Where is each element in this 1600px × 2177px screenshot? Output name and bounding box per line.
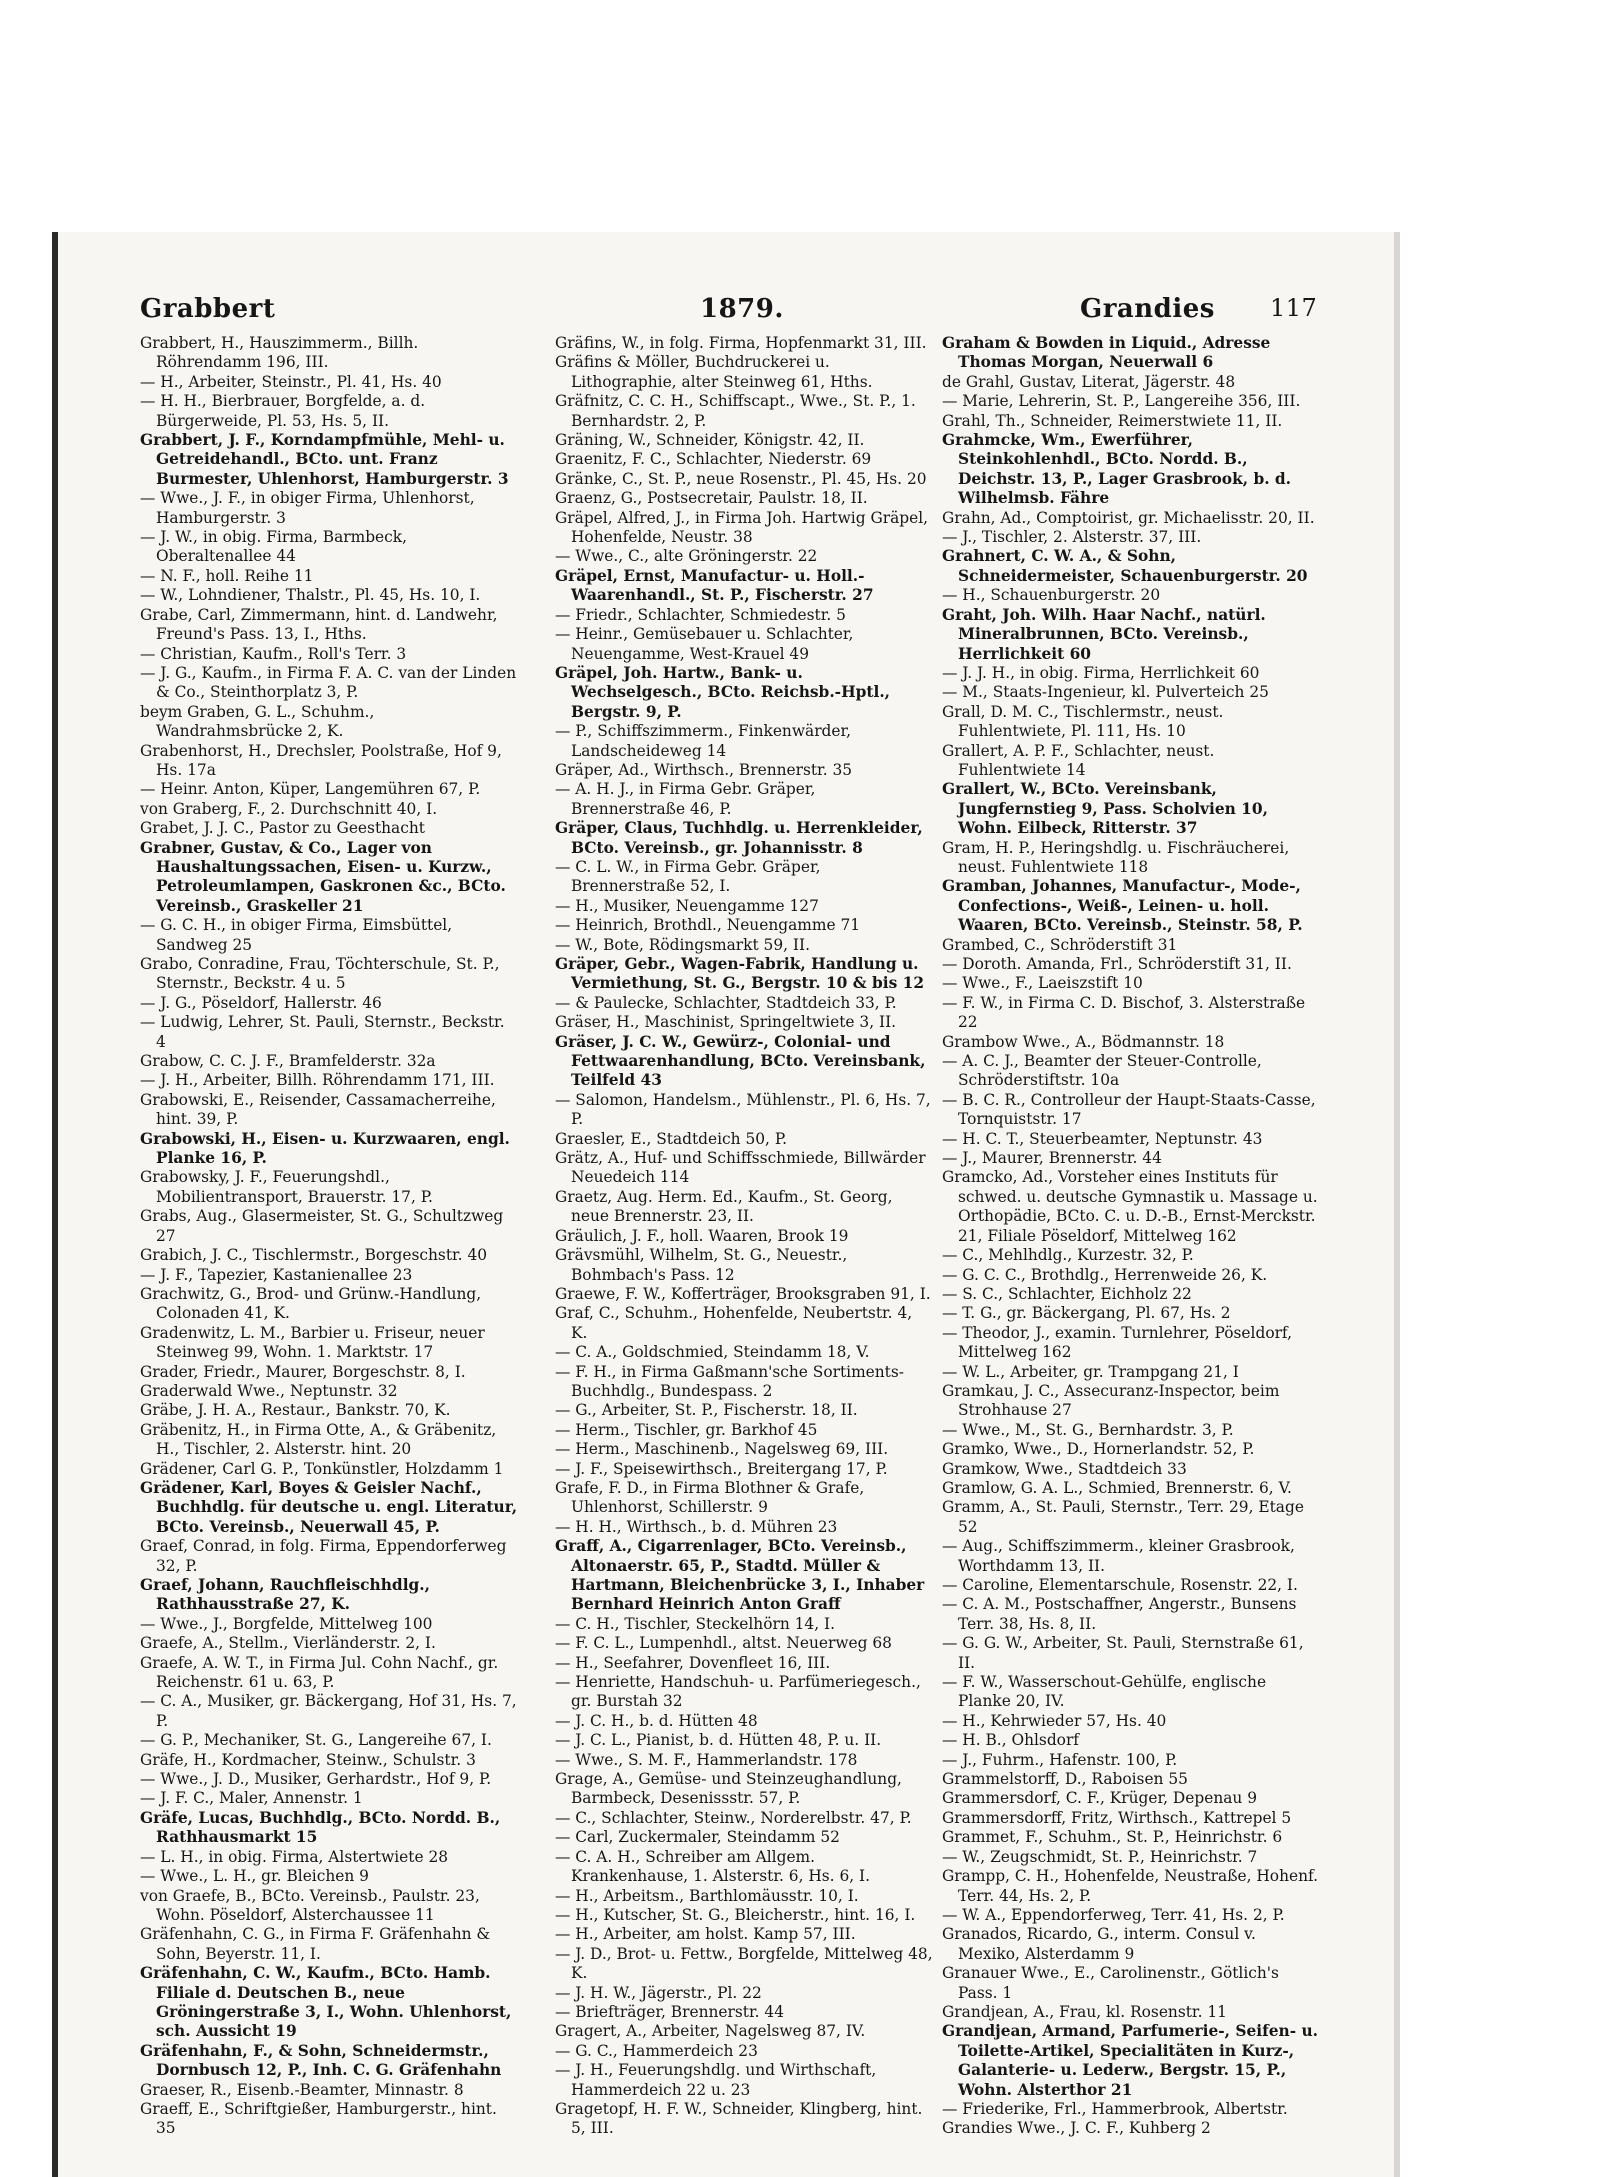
directory-entry: Grandjean, A., Frau, kl. Rosenstr. 11 <box>942 2002 1227 2021</box>
directory-entry: — J. F. C., Maler, Annenstr. 1 <box>140 1789 363 1808</box>
directory-entry: Grammet, F., Schuhm., St. P., Heinrichstr. 6 <box>942 1828 1283 1847</box>
directory-entry: Granauer Wwe., E., Carolinenstr., Götlich's Pass. 1 <box>942 1964 1279 2002</box>
directory-entry: — J. F., Tapezier, Kastanienallee 23 <box>140 1265 413 1284</box>
directory-entry: Graham & Bowden in Liquid., Adresse Thomas Morgan, Neuerwall 6 <box>942 334 1271 372</box>
directory-entry: Grader, Friedr., Maurer, Borgeschstr. 8, I. <box>140 1362 466 1381</box>
directory-entry: Grabich, J. C., Tischlermstr., Borgeschstr. 40 <box>140 1246 488 1265</box>
directory-entry: Graetz, Aug. Herm. Ed., Kaufm., St. Georg, neue Brennerstr. 23, II. <box>555 1187 893 1226</box>
directory-entry: — J., Fuhrm., Hafenstr. 100, P. <box>942 1750 1178 1769</box>
directory-entry: — C. A. H., Schreiber am Allgem. Krankenhause, 1. Alsterstr. 6, Hs. 6, I. <box>555 1847 871 1886</box>
directory-entry: Gränke, C., St. P., neue Rosenstr., Pl. 45, Hs. 20 <box>555 469 927 488</box>
directory-entry: Graff, A., Cigarrenlager, BCto. Vereinsb., Altonaerstr. 65, P., Stadtd. Müller & Hartmann, Bleichenbrücke 3, I., Inhaber Bernhard Heinrich Anton Graff <box>555 1537 925 1614</box>
directory-entry: Grabner, Gustav, & Co., Lager von Haushaltungssachen, Eisen- u. Kurzw., Petroleumlampen, Gaskronen &c., BCto. Vereinsb., Graskeller 21 <box>140 838 506 915</box>
directory-entry: Gragert, A., Arbeiter, Nagelsweg 87, IV. <box>555 2022 866 2041</box>
directory-entry: — Wwe., J. F., in obiger Firma, Uhlenhorst, Hamburgerstr. 3 <box>140 489 475 527</box>
directory-entry: Grabowsky, J. F., Feuerungshdl., Mobilientransport, Brauerstr. 17, P. <box>140 1168 433 1206</box>
directory-entry: Gram, H. P., Heringshdlg. u. Fischräucherei, neust. Fuhlentwiete 118 <box>942 838 1290 876</box>
directory-entry: — C., Mehlhdlg., Kurzestr. 32, P. <box>942 1246 1194 1265</box>
directory-entry: — Caroline, Elementarschule, Rosenstr. 22, I. <box>942 1576 1298 1594</box>
directory-entry: — W., Bote, Rödingsmarkt 59, II. <box>555 935 810 954</box>
directory-entry: Gramkau, J. C., Assecuranz-Inspector, beim Strohhause 27 <box>942 1381 1280 1420</box>
directory-entry: — Wwe., F., Laeiszstift 10 <box>942 974 1143 993</box>
directory-entry: — H. H., Bierbrauer, Borgfelde, a. d. Bürgerweide, Pl. 53, Hs. 5, II. <box>140 392 426 430</box>
directory-entry: — H. C. T., Steuerbeamter, Neptunstr. 43 <box>942 1129 1263 1148</box>
directory-entry: — H., Kehrwieder 57, Hs. 40 <box>942 1711 1167 1730</box>
running-header <box>140 294 1325 334</box>
directory-entry: — W., Zeugschmidt, St. P., Heinrichstr. 7 <box>942 1847 1258 1866</box>
directory-entry: — C. A., Goldschmied, Steindamm 18, V. <box>555 1343 870 1362</box>
directory-entry: Graesler, E., Stadtdeich 50, P. <box>555 1129 787 1148</box>
directory-entry: Gramm, A., St. Pauli, Sternstr., Terr. 29, Etage 52 <box>942 1498 1304 1536</box>
directory-entry: — C. A. M., Postschaffner, Angerstr., Bunsens Terr. 38, Hs. 8, II. <box>942 1595 1297 1633</box>
directory-entry: Gräfins, W., in folg. Firma, Hopfenmarkt 31, III. <box>555 334 927 352</box>
column-2 <box>555 334 933 2142</box>
directory-entry: — C. L. W., in Firma Gebr. Gräper, Brennerstraße 52, I. <box>555 857 821 896</box>
directory-entry: — J. H. W., Jägerstr., Pl. 22 <box>555 1983 762 2002</box>
directory-entry: Graeff, E., Schriftgießer, Hamburgerstr., hint. 35 <box>140 2099 497 2138</box>
directory-entry: — Wwe., S. M. F., Hammerlandstr. 178 <box>555 1750 858 1769</box>
directory-entry: Grahn, Ad., Comptoirist, gr. Michaelisstr. 20, II. <box>942 508 1315 527</box>
directory-entry: Gramlow, G. A. L., Schmied, Brennerstr. 6, V. <box>942 1478 1292 1497</box>
header-year: 1879. <box>700 294 784 324</box>
directory-entry: Gräfenhahn, C. W., Kaufm., BCto. Hamb. Filiale d. Deutschen B., neue Gröningerstraße 3, I., Wohn. Uhlenhorst, sch. Aussicht 19 <box>140 1964 512 2041</box>
directory-entry: beym Graben, G. L., Schuhm., Wandrahmsbrücke 2, K. <box>140 702 375 741</box>
directory-entry: Grandies Wwe., J. C. F., Kuhberg 2 <box>942 2119 1211 2138</box>
directory-entry: — G., Arbeiter, St. P., Fischerstr. 18, II. <box>555 1401 858 1420</box>
directory-entry: — Henriette, Handschuh- u. Parfümeriegesch., gr. Burstah 32 <box>555 1673 921 1711</box>
directory-entry: Grabo, Conradine, Frau, Töchterschule, St. P., Sternstr., Beckstr. 4 u. 5 <box>140 955 500 993</box>
directory-entry: — Wwe., C., alte Gröningerstr. 22 <box>555 547 818 566</box>
directory-entry: — S. C., Schlachter, Eichholz 22 <box>942 1284 1192 1303</box>
directory-entry: Graewe, F. W., Kofferträger, Brooksgraben 91, I. <box>555 1284 931 1303</box>
directory-entry: — J. G., Kaufm., in Firma F. A. C. van der Linden & Co., Steinthorplatz 3, P. <box>140 663 517 702</box>
directory-entry: — J. G., Pöseldorf, Hallerstr. 46 <box>140 993 382 1012</box>
directory-entry: Gräpel, Ernst, Manufactur- u. Holl.-Waarenhandl., St. P., Fischerstr. 27 <box>555 566 874 605</box>
directory-entry: Graef, Johann, Rauchfleischhdlg., Rathhausstraße 27, K. <box>140 1576 431 1614</box>
directory-entry: — Heinr., Gemüsebauer u. Schlachter, Neuengamme, West-Krauel 49 <box>555 625 854 663</box>
column-3 <box>942 334 1320 2142</box>
directory-entry: Grampp, C. H., Hohenfelde, Neustraße, Hohenf. Terr. 44, Hs. 2, P. <box>942 1867 1319 1905</box>
directory-entry: — Herm., Tischler, gr. Barkhof 45 <box>555 1420 818 1439</box>
directory-entry: — C. H., Tischler, Steckelhörn 14, I. <box>555 1614 835 1633</box>
directory-entry: Grädener, Carl G. P., Tonkünstler, Holzdamm 1 <box>140 1459 504 1478</box>
page-number: 117 <box>1270 294 1318 322</box>
directory-entry: von Graberg, F., 2. Durchschnitt 40, I. <box>140 799 438 818</box>
directory-entry: Grammelstorff, D., Raboisen 55 <box>942 1770 1188 1789</box>
directory-entry: Gräpel, Alfred, J., in Firma Joh. Hartwig Gräpel, Hohenfelde, Neustr. 38 <box>555 508 929 547</box>
directory-entry: — Wwe., J., Borgfelde, Mittelweg 100 <box>140 1614 433 1633</box>
directory-entry: Grafe, F. D., in Firma Blothner & Grafe, Uhlenhorst, Schillerstr. 9 <box>555 1478 865 1517</box>
directory-entry: Grabet, J. J. C., Pastor zu Geesthacht <box>140 819 425 838</box>
directory-entry: — J., Tischler, 2. Alsterstr. 37, III. <box>942 528 1202 547</box>
directory-entry: de Grahl, Gustav, Literat, Jägerstr. 48 <box>942 372 1236 391</box>
directory-entry: — J. F., Speisewirthsch., Breitergang 17, P. <box>555 1459 888 1478</box>
directory-entry: Grahnert, C. W. A., & Sohn, Schneidermeister, Schauenburgerstr. 20 <box>942 547 1308 585</box>
directory-entry: — J. H., Feuerungshdlg. und Wirthschaft, Hammerdeich 22 u. 23 <box>555 2061 877 2099</box>
directory-entry: — L. H., in obig. Firma, Alstertwiete 28 <box>140 1847 449 1866</box>
directory-entry: — Heinr. Anton, Küper, Langemühren 67, P. <box>140 780 481 799</box>
directory-entry: — W., Lohndiener, Thalstr., Pl. 45, Hs. 10, I. <box>140 586 481 605</box>
directory-entry: Gräfins & Möller, Buchdruckerei u. Lithographie, alter Steinweg 61, Hths. <box>555 353 873 391</box>
directory-entry: Graderwald Wwe., Neptunstr. 32 <box>140 1381 398 1400</box>
directory-entry: — J. C. H., b. d. Hütten 48 <box>555 1711 758 1730</box>
directory-entry: — Ludwig, Lehrer, St. Pauli, Sternstr., Beckstr. 4 <box>140 1013 505 1051</box>
directory-entry: Grabs, Aug., Glasermeister, St. G., Schultzweg 27 <box>140 1207 504 1245</box>
directory-entry: — Wwe., J. D., Musiker, Gerhardstr., Hof 9, P. <box>140 1770 492 1789</box>
directory-entry: — J. D., Brot- u. Fettw., Borgfelde, Mittelweg 48, K. <box>555 1944 933 1983</box>
directory-entry: — G. C. C., Brothdlg., Herrenweide 26, K. <box>942 1265 1268 1284</box>
directory-entry: Grädener, Karl, Boyes & Geisler Nachf., Buchhdlg. für deutsche u. engl. Literatur, BCto. Vereinsb., Neuerwall 45, P. <box>140 1478 518 1536</box>
directory-entry: — F. C. L., Lumpenhdl., altst. Neuerweg 68 <box>555 1634 892 1653</box>
directory-entry: — W. L., Arbeiter, gr. Trampgang 21, I <box>942 1362 1239 1381</box>
directory-entry: Gräfenhahn, C. G., in Firma F. Gräfenhahn & Sohn, Beyerstr. 11, I. <box>140 1925 491 1963</box>
directory-entry: Gräfenhahn, F., & Sohn, Schneidermstr., Dornbusch 12, P., Inh. C. G. Gräfenhahn <box>140 2041 502 2080</box>
directory-entry: Gräfe, Lucas, Buchhdlg., BCto. Nordd. B., Rathhausmarkt 15 <box>140 1808 501 1847</box>
directory-entry: Granados, Ricardo, G., interm. Consul v. Mexiko, Alsterdamm 9 <box>942 1925 1256 1963</box>
directory-entry: — H., Schauenburgerstr. 20 <box>942 586 1161 605</box>
directory-entry: — H. H., Wirthsch., b. d. Mühren 23 <box>555 1517 838 1536</box>
directory-entry: Gramcko, Ad., Vorsteher eines Instituts für schwed. u. deutsche Gymnastik u. Massage u. Orthopädie, BCto. C. u. D.-B., Ernst-Merckstr. 21, Filiale Pöseldorf, Mittelweg 162 <box>942 1168 1318 1245</box>
header-first-entry: Grabbert <box>140 294 276 324</box>
page-edge <box>1394 232 1400 2177</box>
directory-entry: von Graefe, B., BCto. Vereinsb., Paulstr. 23, Wohn. Pöseldorf, Alsterchaussee 11 <box>140 1886 480 1924</box>
directory-entry: Grammersdorff, Fritz, Wirthsch., Kattrepel 5 <box>942 1808 1292 1827</box>
directory-entry: Gramkow, Wwe., Stadtdeich 33 <box>942 1459 1187 1478</box>
directory-entry: Gräser, J. C. W., Gewürz-, Colonial- und Fettwaarenhandlung, BCto. Vereinsbank, Teilfeld 43 <box>555 1032 926 1090</box>
directory-entry: Gradenwitz, L. M., Barbier u. Friseur, neuer Steinweg 99, Wohn. 1. Marktstr. 17 <box>140 1323 485 1362</box>
directory-entry: Grallert, W., BCto. Vereinsbank, Jungfernstieg 9, Pass. Scholvien 10, Wohn. Eilbeck, Ritterstr. 37 <box>942 780 1268 838</box>
directory-entry: — W. A., Eppendorferweg, Terr. 41, Hs. 2, P. <box>942 1905 1285 1924</box>
directory-entry: Grävsmühl, Wilhelm, St. G., Neuestr., Bohmbach's Pass. 12 <box>555 1246 848 1284</box>
directory-entry: Gräfnitz, C. C. H., Schiffscapt., Wwe., St. P., 1. Bernhardstr. 2, P. <box>555 392 916 430</box>
directory-entry: — F. W., in Firma C. D. Bischof, 3. Alsterstraße 22 <box>942 993 1306 1032</box>
directory-entry: Grallert, A. P. F., Schlachter, neust. Fuhlentwiete 14 <box>942 741 1215 779</box>
directory-entry: Gräper, Claus, Tuchhdlg. u. Herrenkleider, BCto. Vereinsb., gr. Johannisstr. 8 <box>555 819 923 857</box>
directory-entry: — H. B., Ohlsdorf <box>942 1731 1079 1750</box>
directory-entry: Graht, Joh. Wilh. Haar Nachf., natürl. Mineralbrunnen, BCto. Vereinsb., Herrlichkeit 60 <box>942 605 1266 663</box>
directory-entry: — Briefträger, Brennerstr. 44 <box>555 2002 784 2021</box>
directory-entry: — G. P., Mechaniker, St. G., Langereihe 67, I. <box>140 1731 492 1750</box>
directory-entry: — J. H., Arbeiter, Billh. Röhrendamm 171, III. <box>140 1071 495 1090</box>
directory-entry: Grabbert, J. F., Korndampfmühle, Mehl- u. Getreidehandl., BCto. unt. Franz Burmester, Uhlenhorst, Hamburgerstr. 3 <box>140 431 509 488</box>
directory-entry: — Carl, Zuckermaler, Steindamm 52 <box>555 1828 840 1847</box>
directory-entry: — H., Musiker, Neuengamme 127 <box>555 896 819 915</box>
column-1 <box>140 334 518 2142</box>
directory-entry: — Marie, Lehrerin, St. P., Langereihe 356, III. <box>942 392 1301 411</box>
directory-entry: Grabenhorst, H., Drechsler, Poolstraße, Hof 9, Hs. 17a <box>140 741 502 779</box>
directory-entry: — Salomon, Handelsm., Mühlenstr., Pl. 6, Hs. 7, P. <box>555 1090 931 1129</box>
directory-entry: — C. A., Musiker, gr. Bäckergang, Hof 31, Hs. 7, P. <box>140 1692 517 1730</box>
directory-entry: Gräbenitz, H., in Firma Otte, A., & Gräbenitz, H., Tischler, 2. Alsterstr. hint. 20 <box>140 1420 497 1459</box>
directory-entry: Graef, Conrad, in folg. Firma, Eppendorferweg 32, P. <box>140 1537 507 1575</box>
directory-entry: — G. C., Hammerdeich 23 <box>555 2041 758 2060</box>
directory-entry: Grahl, Th., Schneider, Reimerstwiete 11, II. <box>942 411 1283 430</box>
directory-entry: Graeser, R., Eisenb.-Beamter, Minnastr. 8 <box>140 2080 464 2099</box>
directory-entry: Grabowski, H., Eisen- u. Kurzwaaren, engl. Planke 16, P. <box>140 1129 510 1168</box>
directory-entry: Gräning, W., Schneider, Königstr. 42, II. <box>555 431 865 450</box>
directory-entry: — G. G. W., Arbeiter, St. Pauli, Sternstraße 61, II. <box>942 1634 1304 1672</box>
directory-entry: Grabow, C. C. J. F., Bramfelderstr. 32a <box>140 1052 436 1071</box>
directory-entry: — Aug., Schiffszimmerm., kleiner Grasbrook, Worthdamm 13, II. <box>942 1537 1295 1575</box>
directory-entry: Gräper, Ad., Wirthsch., Brennerstr. 35 <box>555 760 853 779</box>
directory-entry: — H., Seefahrer, Dovenfleet 16, III. <box>555 1653 831 1672</box>
directory-entry: Grammersdorf, C. F., Krüger, Depenau 9 <box>942 1789 1258 1808</box>
directory-entry: — B. C. R., Controlleur der Haupt-Staats-Casse, Tornquiststr. 17 <box>942 1090 1316 1129</box>
directory-entry: — Wwe., M., St. G., Bernhardstr. 3, P. <box>942 1420 1234 1439</box>
directory-entry: Grandjean, Armand, Parfumerie-, Seifen- u. Toilette-Artikel, Specialitäten in Kurz-, Galanterie- u. Lederw., Bergstr. 15, P., Wohn. Alsterthor 21 <box>942 2022 1319 2099</box>
directory-entry: — J. J. H., in obig. Firma, Herrlichkeit 60 <box>942 663 1260 682</box>
directory-entry: Grabe, Carl, Zimmermann, hint. d. Landwehr, Freund's Pass. 13, I., Hths. <box>140 605 498 644</box>
directory-entry: Grabowski, E., Reisender, Cassamacherreihe, hint. 39, P. <box>140 1090 496 1129</box>
directory-entry: Grambow Wwe., A., Bödmannstr. 18 <box>942 1032 1225 1051</box>
header-last-entry: Grandies <box>1080 294 1215 324</box>
directory-entry: — N. F., holl. Reihe 11 <box>140 566 314 585</box>
directory-entry: — Wwe., L. H., gr. Bleichen 9 <box>140 1867 369 1886</box>
directory-entry: — M., Staats-Ingenieur, kl. Pulverteich 25 <box>942 683 1269 702</box>
directory-entry: Grachwitz, G., Brod- und Grünw.-Handlung, Colonaden 41, K. <box>140 1284 482 1323</box>
directory-entry: — Heinrich, Brothdl., Neuengamme 71 <box>555 916 861 935</box>
directory-entry: — G. C. H., in obiger Firma, Eimsbüttel, Sandweg 25 <box>140 916 453 954</box>
binding-area <box>0 0 58 2177</box>
directory-entry: Gragetopf, H. F. W., Schneider, Klingberg, hint. 5, III. <box>555 2099 923 2138</box>
directory-entry: — J. C. L., Pianist, b. d. Hütten 48, P. u. II. <box>555 1731 882 1750</box>
directory-entry: Grambed, C., Schröderstift 31 <box>942 935 1178 954</box>
directory-entry: — Herm., Maschinenb., Nagelsweg 69, III. <box>555 1440 889 1459</box>
directory-entry: Gräpel, Joh. Hartw., Bank- u. Wechselgesch., BCto. Reichsb.-Hptl., Bergstr. 9, P. <box>555 663 891 721</box>
directory-entry: — T. G., gr. Bäckergang, Pl. 67, Hs. 2 <box>942 1304 1231 1323</box>
directory-entry: Grage, A., Gemüse- und Steinzeughandlung, Barmbeck, Desenissstr. 57, P. <box>555 1770 902 1808</box>
directory-entry: — J., Maurer, Brennerstr. 44 <box>942 1149 1162 1168</box>
directory-entry: — H., Arbeitsm., Barthlomäusstr. 10, I. <box>555 1886 859 1905</box>
directory-entry: — Friedr., Schlachter, Schmiedestr. 5 <box>555 605 846 624</box>
directory-entry: Grabbert, H., Hauszimmerm., Billh. Röhrendamm 196, III. <box>140 334 419 372</box>
directory-entry: — & Paulecke, Schlachter, Stadtdeich 33, P. <box>555 993 897 1012</box>
directory-entry: — F. W., Wasserschout-Gehülfe, englische Planke 20, IV. <box>942 1673 1267 1711</box>
directory-entry: — H., Kutscher, St. G., Bleicherstr., hint. 16, I. <box>555 1905 916 1924</box>
directory-entry: Gräulich, J. F., holl. Waaren, Brook 19 <box>555 1226 849 1245</box>
directory-entry: Gräfe, H., Kordmacher, Steinw., Schulstr. 3 <box>140 1750 476 1769</box>
directory-entry: — H., Arbeiter, am holst. Kamp 57, III. <box>555 1925 856 1944</box>
directory-entry: — C., Schlachter, Steinw., Norderelbstr. 47, P. <box>555 1808 912 1827</box>
directory-entry: — A. C. J., Beamter der Steuer-Controlle, Schröderstiftstr. 10a <box>942 1052 1262 1090</box>
directory-entry: — Doroth. Amanda, Frl., Schröderstift 31, II. <box>942 955 1292 973</box>
directory-entry: Gramko, Wwe., D., Hornerlandstr. 52, P. <box>942 1440 1255 1459</box>
directory-entry: Grall, D. M. C., Tischlermstr., neust. Fuhlentwiete, Pl. 111, Hs. 10 <box>942 702 1224 741</box>
directory-entry: Grätz, A., Huf- und Schiffsschmiede, Billwärder Neuedeich 114 <box>555 1149 926 1187</box>
directory-entry: Gräper, Gebr., Wagen-Fabrik, Handlung u. Vermiethung, St. G., Bergstr. 10 & bis 12 <box>555 955 925 993</box>
directory-entry: — Friederike, Frl., Hammerbrook, Albertstr. <box>942 2099 1288 2118</box>
directory-entry: — Theodor, J., examin. Turnlehrer, Pöseldorf, Mittelweg 162 <box>942 1323 1292 1362</box>
directory-entry: Gräbe, J. H. A., Restaur., Bankstr. 70, K. <box>140 1401 451 1420</box>
directory-entry: — P., Schiffszimmerm., Finkenwärder, Landscheideweg 14 <box>555 722 852 760</box>
directory-entry: Graenitz, F. C., Schlachter, Niederstr. 69 <box>555 450 872 469</box>
directory-entry: — Christian, Kaufm., Roll's Terr. 3 <box>140 644 407 663</box>
directory-entry: — H., Arbeiter, Steinstr., Pl. 41, Hs. 40 <box>140 372 442 391</box>
directory-entry: Grahmcke, Wm., Ewerführer, Steinkohlenhdl., BCto. Nordd. B., Deichstr. 13, P., Lager Grasbrook, b. d. Wilhelmsb. Fähre <box>942 431 1292 508</box>
directory-entry: Graefe, A. W. T., in Firma Jul. Cohn Nachf., gr. Reichenstr. 61 u. 63, P. <box>140 1653 499 1692</box>
directory-entry: Gräser, H., Maschinist, Springeltwiete 3, II. <box>555 1013 897 1032</box>
directory-entry: Gramban, Johannes, Manufactur-, Mode-, Confections-, Weiß-, Leinen- u. holl. Waaren, BCto. Vereinsb., Steinstr. 58, P. <box>942 877 1303 935</box>
directory-entry: — J. W., in obig. Firma, Barmbeck, Oberaltenallee 44 <box>140 528 407 566</box>
directory-entry: Graf, C., Schuhm., Hohenfelde, Neubertstr. 4, K. <box>555 1304 913 1342</box>
directory-entry: — F. H., in Firma Gaßmann'sche Sortiments-Buchhdlg., Bundespass. 2 <box>555 1362 904 1400</box>
directory-entry: Graenz, G., Postsecretair, Paulstr. 18, II. <box>555 489 868 508</box>
directory-entry: — A. H. J., in Firma Gebr. Gräper, Brennerstraße 46, P. <box>555 780 816 818</box>
directory-entry: Graefe, A., Stellm., Vierländerstr. 2, I. <box>140 1634 436 1653</box>
